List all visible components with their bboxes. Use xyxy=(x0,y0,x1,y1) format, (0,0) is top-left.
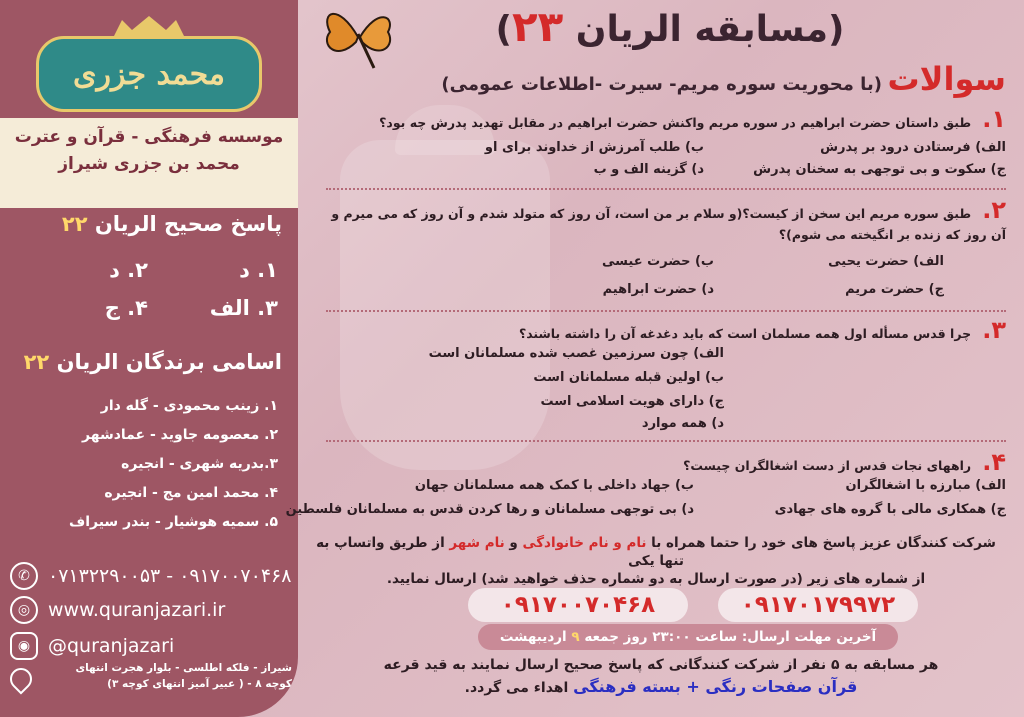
answer-item: ۱. د xyxy=(239,258,278,282)
phone-icon: ✆ xyxy=(10,562,38,590)
winners-title xyxy=(12,350,282,374)
address xyxy=(46,660,292,692)
winners-title-text: اسامی برندگان الریان xyxy=(56,350,282,374)
answers-title-text: پاسخ صحیح الریان xyxy=(94,212,282,236)
title-number: ۲۳ xyxy=(511,2,564,51)
answer-item: ۳. الف xyxy=(209,296,278,320)
submission-notice xyxy=(306,534,1006,588)
question-number: ۴. xyxy=(982,448,1006,476)
instagram-icon: ◉ xyxy=(10,632,38,660)
question-4 xyxy=(316,448,1006,476)
website-link[interactable]: www.quranjazari.ir xyxy=(48,599,226,621)
option: الف) حضرت یحیی xyxy=(828,254,944,269)
notice-text: شرکت کنندگان عزیز پاسخ های خود را حتما همراه با xyxy=(646,535,996,551)
sidebar xyxy=(0,0,298,717)
notice-highlight: نام و نام خانوادگی xyxy=(522,535,647,551)
title-text: مسابقه الریان xyxy=(575,9,829,50)
notice-text: از طریق واتساپ به تنها یکی xyxy=(316,535,684,569)
question-text: چرا قدس مسأله اول همه مسلمان است که باید دغدغه آن را داشته باشند؟ xyxy=(518,326,972,341)
instagram-handle[interactable]: @quranjazari xyxy=(48,635,175,657)
option: د) گزینه الف و ب xyxy=(593,162,704,177)
phone-contact xyxy=(10,562,291,590)
option: ج) سکوت و بی توجهی به سخنان پدرش xyxy=(753,162,1006,177)
deadline-month: اردیبهشت xyxy=(499,629,567,645)
option: ج) همکاری مالی با گروه های جهادی xyxy=(774,502,1006,517)
winner-item: ۵. سمیه هوشیار - بندر سیراف xyxy=(68,514,278,530)
logo-text: محمد جزری xyxy=(72,56,226,92)
winner-item: ۱. زینب محمودی - گله دار xyxy=(100,398,278,414)
page-title: (مسابقه الریان ۲۳) xyxy=(495,2,845,51)
question-text: طبق سوره مریم این سخن از کیست؟(و سلام بر من است، آن روز که متولد شدم و آن روز که می میرم و آن روز که زنده بر انگیخته می شوم)؟ xyxy=(331,206,1006,242)
question-text: طبق داستان حضرت ابراهیم در سوره مریم واکنش حضرت ابراهیم در مقابل تهدید پدرش چه بود؟ xyxy=(379,115,972,130)
org-name xyxy=(0,124,298,178)
question-1 xyxy=(316,105,1006,133)
option: ج) دارای هویت اسلامی است xyxy=(540,394,724,409)
option: ج) حضرت مریم xyxy=(845,282,944,297)
question-number: ۱. xyxy=(982,105,1006,133)
question-3 xyxy=(316,316,1006,344)
whatsapp-number-box[interactable]: ۰۹۱۷۰۱۷۹۹۷۲ xyxy=(718,588,918,622)
whatsapp-number-box[interactable]: ۰۹۱۷۰۰۷۰۴۶۸ xyxy=(468,588,688,622)
answers-title xyxy=(12,212,282,236)
option: ب) اولین قبله مسلمانان است xyxy=(533,370,724,385)
divider xyxy=(326,440,1006,442)
question-number: ۲. xyxy=(982,196,1006,224)
notice-line2: از شماره های زیر (در صورت ارسال به دو شماره حذف خواهید شد) ارسال نمایید. xyxy=(386,571,926,587)
winner-item: ۳.بدریه شهری - انجیره xyxy=(121,456,278,472)
answers-title-number: ۲۲ xyxy=(61,212,88,236)
prize-tail: اهداء می گردد. xyxy=(464,680,569,696)
divider xyxy=(326,188,1006,190)
instagram-contact[interactable] xyxy=(10,632,174,660)
option: ب) حضرت عیسی xyxy=(602,254,714,269)
prize-line1: هر مسابقه به ۵ نفر از شرکت کنندگانی که پاسخ صحیح ارسال نمایند به قید قرعه xyxy=(383,657,939,673)
option: الف) فرستادن درود بر پدرش xyxy=(820,140,1006,155)
location-pin-icon xyxy=(5,663,36,694)
winners-title-number: ۲۲ xyxy=(23,350,50,374)
website-contact[interactable] xyxy=(10,596,225,624)
question-2 xyxy=(316,196,1006,243)
deadline-day: ۹ xyxy=(571,629,580,645)
winner-item: ۴. محمد امین مج - انجیره xyxy=(104,485,278,501)
option: ب) طلب آمرزش از خداوند برای او xyxy=(484,140,704,155)
question-number: ۳. xyxy=(982,316,1006,344)
option: الف) چون سرزمین غصب شده مسلمانان است xyxy=(428,346,724,361)
questions-heading xyxy=(386,60,1006,98)
questions-heading-note: (با محوریت سوره مریم- سیرت -اطلاعات عمومی) xyxy=(441,74,882,95)
globe-icon: ◎ xyxy=(10,596,38,624)
prize-info xyxy=(316,654,1006,699)
option: د) همه موارد xyxy=(641,416,724,431)
logo xyxy=(36,36,262,112)
org-line1: موسسه فرهنگی - قرآن و عترت xyxy=(14,127,284,147)
crown-ornament-icon xyxy=(110,14,188,38)
phone-numbers: ۰۷۱۳۲۲۹۰۰۵۳ - ۰۹۱۷۰۰۷۰۴۶۸ xyxy=(48,565,292,587)
option: د) حضرت ابراهیم xyxy=(602,282,714,297)
address-line2: کوچه ۸ - ( عبیر آمیز انتهای کوچه ۳) xyxy=(107,678,292,690)
answer-item: ۴. ج xyxy=(104,296,148,320)
deadline-bar xyxy=(478,624,898,650)
deadline-text: آخرین مهلت ارسال: ساعت ۲۳:۰۰ روز جمعه xyxy=(584,629,877,645)
divider xyxy=(326,310,1006,312)
questions-heading-main: سوالات xyxy=(887,60,1006,98)
option: ب) جهاد داخلی با کمک همه مسلمانان جهان xyxy=(414,478,694,493)
winners-list xyxy=(8,392,278,537)
winner-item: ۲. معصومه جاوید - عمادشهر xyxy=(82,427,278,443)
org-line2: محمد بن جزری شیراز xyxy=(58,154,240,174)
option: الف) مبارزه با اشغالگران xyxy=(845,478,1006,493)
notice-highlight: نام شهر xyxy=(449,535,505,551)
notice-text: و xyxy=(504,535,523,551)
question-text: راههای نجات قدس از دست اشغالگران چیست؟ xyxy=(683,458,972,473)
prize-highlight: قرآن صفحات رنگی + بسته فرهنگی xyxy=(573,677,858,696)
address-line1: شیراز - فلکه اطلسی - بلوار هجرت انتهای xyxy=(75,662,292,674)
answer-item: ۲. د xyxy=(109,258,148,282)
option: د) بی توجهی مسلمانان و رها کردن قدس به مسلمانان فلسطین xyxy=(285,502,694,517)
